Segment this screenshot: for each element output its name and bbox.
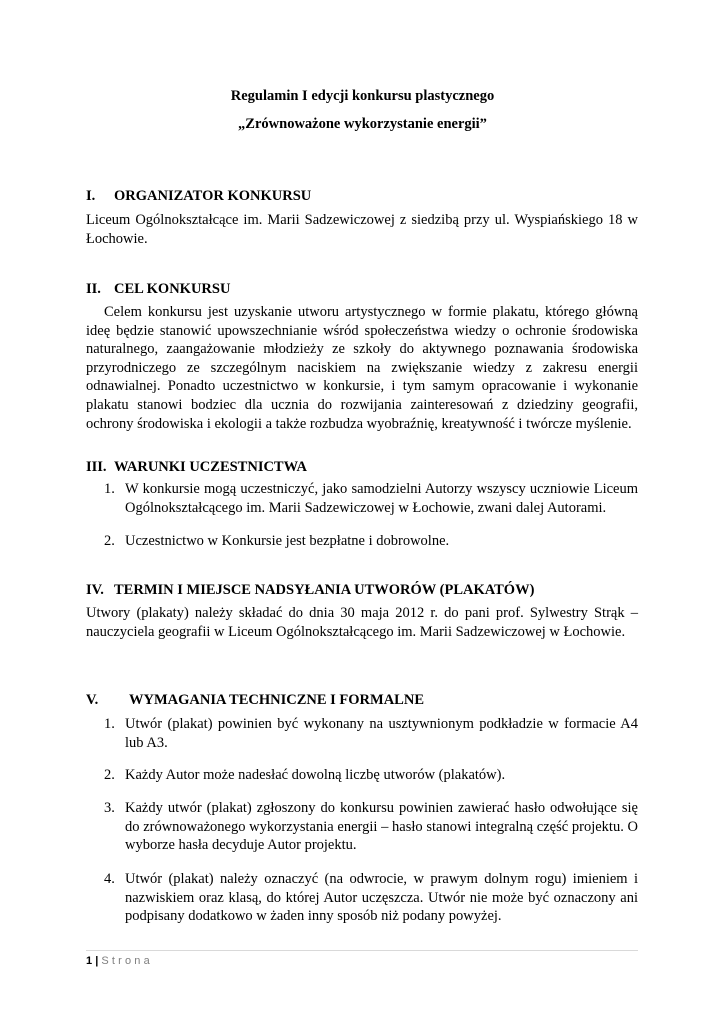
page-label: Strona [101, 955, 153, 967]
list-item [86, 715, 638, 752]
section-paragraph-1: Liceum Ogólnokształcące im. Marii Sadzewiczowej z siedzibą przy ul. Wyspiańskiego 18 w Łochowie. [86, 212, 638, 247]
section-number: IV. [86, 582, 104, 598]
section-heading-2 [86, 281, 230, 298]
section-title: ORGANIZATOR KONKURSU [114, 188, 312, 204]
section-title: WYMAGANIA TECHNICZNE I FORMALNE [129, 692, 424, 708]
list-item-number: 1. [104, 481, 115, 497]
section-title: CEL KONKURSU [114, 281, 231, 297]
section-number: V. [86, 692, 99, 708]
list-item [86, 532, 638, 551]
section-heading-4 [86, 582, 534, 599]
list-item-number: 2. [104, 533, 115, 549]
document-subtitle: „Zrównoważone wykorzystanie energii” [238, 116, 487, 132]
list-item-number: 4. [104, 871, 115, 887]
footer-divider [86, 950, 638, 951]
list-item-number: 3. [104, 800, 115, 816]
list-item [86, 870, 638, 926]
list-item-text: Każdy utwór (plakat) zgłoszony do konkursu powinien zawierać hasło odwołujące się do zrównoważonego wykorzystania energii – hasło stanowi integralną część projektu. O wyborze hasła decyduje Autor projektu. [125, 800, 638, 854]
list-item-text: Utwór (plakat) należy oznaczyć (na odwrocie, w prawym dolnym rogu) imieniem i nazwiskiem oraz klasą, do której Autor uczęszcza. Utwór nie może być oznaczony ani podpisany dodatkowo w żaden inny sposób niż podany powyżej. [125, 871, 638, 925]
list-item-number: 2. [104, 767, 115, 783]
page-footer [86, 955, 153, 967]
footer-separator: | [95, 955, 99, 967]
section-paragraph-4: Utwory (plakaty) należy składać do dnia 30 maja 2012 r. do pani prof. Sylwestry Strąk – nauczyciela geografii w Liceum Ogólnokształcącego im. Marii Sadzewiczowej w Łochowie. [86, 605, 638, 640]
section-heading-1 [86, 188, 311, 205]
list-item-text: Utwór (plakat) powinien być wykonany na usztywnionym podkładzie w formacie A4 lub A3. [125, 716, 638, 751]
section-title: WARUNKI UCZESTNICTWA [114, 459, 307, 475]
list-item [86, 766, 638, 785]
section-number: III. [86, 459, 107, 475]
page-number: 1 [86, 955, 93, 967]
list-item-number: 1. [104, 716, 115, 732]
list-item [86, 799, 638, 855]
list-item-text: W konkursie mogą uczestniczyć, jako samodzielni Autorzy wszyscy uczniowie Liceum Ogólnokształcącego im. Marii Sadzewiczowej w Łochowie, zwani dalej Autorami. [125, 481, 638, 516]
list-item-text: Uczestnictwo w Konkursie jest bezpłatne i dobrowolne. [125, 533, 450, 549]
section-title: TERMIN I MIEJSCE NADSYŁANIA UTWORÓW (PLAKATÓW) [114, 582, 535, 598]
section-paragraph-2: Celem konkursu jest uzyskanie utworu artystycznego w formie plakatu, którego główną ideę będzie stanowić upowszechnianie wśród społeczeństwa wiedzy o ochronie środowiska naturalnego, zaangażowanie młodzieży ze szkoły do aktywnego poznawania środowiska przyrodniczego ze szczególnym naciskiem na zwiększanie wiedzy z zakresu energii odnawialnej. Ponadto uczestnictwo w konkursie, i tym samym opracowanie i wykonanie plakatu stanowi bodziec dla ucznia do rozwijania zainteresowań z dziedziny geografii, ochrony środowiska i ekologii a także rozbudza wyobraźnię, kreatywność i twórcze myślenie. [86, 304, 638, 432]
section-number: II. [86, 281, 101, 297]
document-title: Regulamin I edycji konkursu plastycznego [230, 88, 495, 104]
section-number: I. [86, 188, 96, 204]
section-heading-3 [86, 459, 307, 476]
list-item [86, 480, 638, 517]
list-item-text: Każdy Autor może nadesłać dowolną liczbę utworów (plakatów). [125, 767, 506, 783]
section-heading-5 [86, 692, 424, 709]
